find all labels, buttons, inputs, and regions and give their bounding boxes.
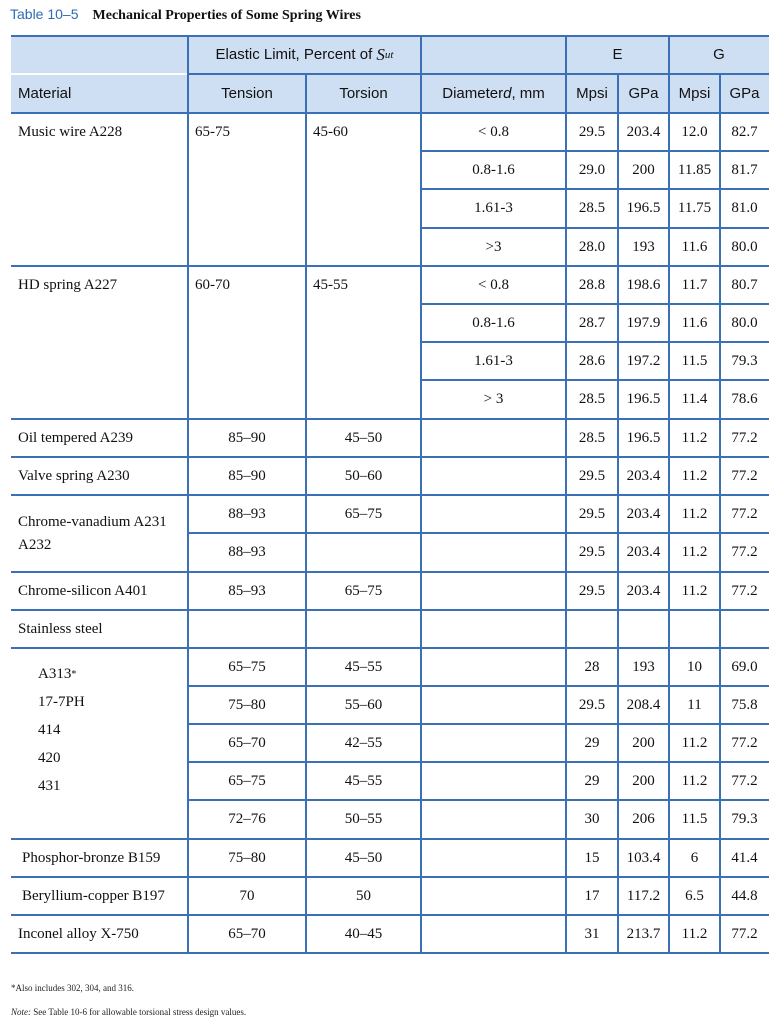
table-title: Mechanical Properties of Some Spring Wires (92, 8, 361, 23)
cell-e-mpsi: 29.0 (578, 161, 606, 178)
cell-g-gpa: 69.0 (731, 658, 758, 675)
cell-e-mpsi: 17 (584, 887, 600, 904)
cell-e-mpsi: 28 (584, 658, 600, 675)
cell-e-gpa (618, 611, 669, 647)
cell-tension: 85–90 (228, 429, 266, 446)
cell-g-mpsi: 11.5 (681, 352, 708, 369)
cell-g-mpsi: 11.2 (681, 429, 708, 446)
cell-e-mpsi: 28.5 (578, 390, 606, 407)
cell-g-gpa: 77.2 (731, 543, 758, 560)
cell-diameter (421, 725, 566, 761)
grid-vline (305, 74, 307, 953)
cell-torsion: 40–45 (344, 925, 383, 942)
cell-tension: 88–93 (228, 505, 266, 522)
cell-g-gpa: 77.2 (731, 582, 758, 599)
cell-e-mpsi: 29.5 (578, 543, 606, 560)
cell-diameter: >3 (485, 238, 502, 255)
cell-g-gpa: 81.7 (731, 161, 758, 178)
cell-diameter (421, 496, 566, 532)
header-material: Material (18, 85, 72, 102)
cell-e-gpa: 200 (632, 161, 655, 178)
header-torsion: Torsion (339, 85, 388, 102)
cell-g-gpa: 80.7 (731, 276, 758, 293)
cell-torsion: 45–55 (344, 772, 383, 789)
material-420: 420 (38, 749, 61, 766)
grid-hline (421, 379, 769, 381)
cell-diameter: 1.61-3 (474, 352, 513, 369)
material-valve-spring: Valve spring A230 (18, 467, 130, 484)
cell-e-gpa: 197.2 (626, 352, 661, 369)
hd-spring-torsion: 45-55 (313, 276, 348, 293)
cell-diameter (421, 420, 566, 456)
cell-diameter (421, 649, 566, 685)
cell-e-gpa: 196.5 (626, 199, 661, 216)
cell-diameter: 0.8-1.6 (472, 314, 515, 331)
music-wire-tension: 65-75 (195, 123, 230, 140)
cell-g-gpa: 78.6 (731, 390, 758, 407)
material-oil-tempered: Oil tempered A239 (18, 429, 133, 446)
cell-e-gpa: 213.7 (626, 925, 661, 942)
cell-torsion (306, 114, 421, 150)
cell-torsion (306, 190, 421, 226)
cell-e-mpsi: 29.5 (578, 123, 606, 140)
cell-tension: 65–75 (228, 772, 266, 789)
grid-vline (668, 36, 670, 953)
cell-tension: 65–70 (228, 925, 266, 942)
cell-e-mpsi: 30 (584, 810, 600, 827)
cell-g-mpsi: 11.2 (681, 543, 708, 560)
grid-hline (421, 303, 769, 305)
cell-tension: 65–75 (228, 658, 266, 675)
cell-torsion: 45–55 (344, 658, 383, 675)
cell-torsion: 50–60 (344, 467, 383, 484)
grid-hline (11, 571, 769, 573)
cell-g-mpsi: 12.0 (681, 123, 708, 140)
cell-g-gpa: 79.3 (731, 810, 758, 827)
cell-tension: 75–80 (228, 849, 266, 866)
header-e: E (612, 46, 623, 63)
cell-tension: 72–76 (228, 810, 266, 827)
header-elastic-limit: Elastic Limit, Percent of S ut (215, 44, 394, 64)
cell-diameter (421, 801, 566, 837)
cell-e-gpa: 203.4 (626, 543, 661, 560)
cell-tension (188, 267, 306, 303)
cell-tension: 75–80 (228, 696, 266, 713)
cell-e-gpa: 193 (632, 658, 655, 675)
cell-g-gpa: 79.3 (731, 352, 758, 369)
header-diameter: Diameter d , mm (442, 85, 545, 102)
cell-e-mpsi: 29 (584, 734, 600, 751)
cell-e-gpa: 203.4 (626, 505, 661, 522)
cell-torsion (306, 229, 421, 265)
header-g-mpsi: Mpsi (678, 85, 711, 102)
cell-e-mpsi: 28.7 (578, 314, 606, 331)
grid-hline (188, 723, 769, 725)
cell-g-gpa: 77.2 (731, 925, 758, 942)
cell-e-gpa: 200 (632, 772, 655, 789)
material-hd-spring: HD spring A227 (18, 276, 118, 293)
cell-g-mpsi: 11.2 (681, 925, 708, 942)
cell-e-gpa: 200 (632, 734, 655, 751)
header-g: G (713, 46, 725, 63)
cell-diameter: > 3 (483, 390, 504, 407)
cell-tension (188, 305, 306, 341)
cell-torsion (306, 305, 421, 341)
cell-g-mpsi: 10 (687, 658, 702, 675)
cell-g-gpa: 77.2 (731, 429, 758, 446)
header-e-mpsi: Mpsi (576, 85, 608, 102)
cell-e-mpsi: 15 (584, 849, 600, 866)
cell-e-gpa: 208.4 (626, 696, 661, 713)
cell-torsion: 45–50 (344, 429, 383, 446)
cell-e-mpsi: 28.0 (578, 238, 606, 255)
cell-g-gpa: 75.8 (731, 696, 758, 713)
cell-g-mpsi: 11.7 (681, 276, 708, 293)
cell-g-gpa: 80.0 (731, 238, 758, 255)
cell-torsion: 50 (356, 887, 371, 904)
grid-hline (188, 532, 769, 534)
cell-e-gpa: 203.4 (626, 582, 661, 599)
cell-diameter (421, 840, 566, 876)
grid-vline (187, 36, 189, 953)
grid-hline (11, 456, 769, 458)
cell-torsion: 65–75 (344, 505, 383, 522)
cell-torsion (306, 381, 421, 417)
cell-e-mpsi: 29.5 (578, 696, 606, 713)
cell-g-gpa: 81.0 (731, 199, 758, 216)
cell-torsion: 65–75 (344, 582, 383, 599)
header-e-gpa: GPa (628, 85, 659, 102)
cell-g-mpsi: 6.5 (685, 887, 704, 904)
grid-hline (188, 799, 769, 801)
cell-e-gpa: 117.2 (626, 887, 661, 904)
material-stainless: Stainless steel (18, 620, 103, 637)
grid-hline (188, 73, 769, 75)
grid-hline (11, 418, 769, 420)
material-chrome-vanadium-a231: Chrome-vanadium A231 (18, 513, 167, 530)
cell-e-gpa: 206 (632, 810, 655, 827)
cell-tension (188, 229, 306, 265)
cell-diameter: < 0.8 (478, 276, 509, 293)
cell-torsion: 45–50 (344, 849, 383, 866)
cell-g-mpsi: 11.2 (681, 772, 708, 789)
hd-spring-tension: 60-70 (195, 276, 230, 293)
material-chrome-vanadium-a232: A232 (18, 536, 52, 553)
cell-torsion: 42–55 (344, 734, 383, 751)
cell-g-gpa: 77.2 (731, 772, 758, 789)
material-a313: A313 * (38, 665, 77, 682)
cell-e-gpa: 196.5 (626, 429, 661, 446)
cell-g-mpsi: 6 (690, 849, 699, 866)
grid-hline (188, 761, 769, 763)
grid-hline (11, 876, 769, 878)
cell-tension (188, 114, 306, 150)
grid-hline (421, 188, 769, 190)
grid-vline (719, 74, 721, 953)
cell-e-gpa: 193 (632, 238, 655, 255)
grid-vline (565, 36, 567, 953)
cell-tension: 85–90 (228, 467, 266, 484)
cell-diameter (421, 573, 566, 609)
grid-hline (11, 952, 769, 954)
cell-g-gpa (720, 611, 769, 647)
cell-e-mpsi: 28.5 (578, 199, 606, 216)
cell-torsion (306, 267, 421, 303)
footnote-note: Note: See Table 10-6 for allowable torsional stress design values. (11, 1007, 247, 1017)
cell-torsion (306, 152, 421, 188)
cell-torsion (306, 611, 421, 647)
cell-tension (188, 343, 306, 379)
cell-diameter (421, 878, 566, 914)
cell-g-mpsi: 11.5 (681, 810, 708, 827)
grid-hline (11, 609, 769, 611)
cell-g-mpsi (669, 611, 720, 647)
footnote-asterisk: *Also includes 302, 304, and 316. (11, 983, 134, 993)
cell-diameter (421, 763, 566, 799)
material-phosphor-bronze: Phosphor-bronze B159 (22, 849, 161, 866)
material-beryllium-copper: Beryllium-copper B197 (22, 887, 165, 904)
cell-e-mpsi: 31 (584, 925, 600, 942)
grid-hline (11, 494, 769, 496)
cell-diameter: 1.61-3 (474, 199, 513, 216)
cell-e-gpa: 197.9 (626, 314, 661, 331)
cell-diameter (421, 916, 566, 952)
cell-e-gpa: 198.6 (626, 276, 661, 293)
header-g-gpa: GPa (729, 85, 760, 102)
material-chrome-silicon: Chrome-silicon A401 (18, 582, 148, 599)
header-tension: Tension (221, 85, 273, 102)
cell-g-mpsi: 11.2 (681, 582, 708, 599)
grid-hline (11, 838, 769, 840)
table-number: Table 10–5 (10, 6, 79, 22)
grid-hline (11, 112, 769, 114)
grid-hline (421, 341, 769, 343)
cell-e-mpsi (566, 611, 618, 647)
grid-hline (11, 265, 769, 267)
cell-diameter: < 0.8 (478, 123, 509, 140)
material-414: 414 (38, 721, 61, 738)
grid-hline (188, 685, 769, 687)
cell-e-mpsi: 28.6 (578, 352, 606, 369)
grid-vline (420, 36, 422, 953)
cell-g-gpa: 77.2 (731, 734, 758, 751)
cell-torsion (306, 534, 421, 570)
cell-tension (188, 190, 306, 226)
cell-tension: 65–70 (228, 734, 266, 751)
material-17-7ph: 17-7PH (38, 693, 85, 710)
cell-g-gpa: 77.2 (731, 505, 758, 522)
cell-e-gpa: 103.4 (626, 849, 661, 866)
cell-g-gpa: 44.8 (731, 887, 758, 904)
cell-tension: 70 (239, 887, 255, 904)
cell-diameter (421, 611, 566, 647)
table-caption (10, 6, 361, 26)
cell-diameter (421, 534, 566, 570)
cell-e-mpsi: 29.5 (578, 467, 606, 484)
cell-e-mpsi: 28.5 (578, 429, 606, 446)
cell-tension: 85–93 (228, 582, 266, 599)
cell-g-mpsi: 11 (687, 696, 702, 713)
material-431: 431 (38, 777, 61, 794)
cell-torsion (306, 343, 421, 379)
cell-g-mpsi: 11.2 (681, 734, 708, 751)
cell-g-mpsi: 11.75 (677, 199, 712, 216)
grid-hline (11, 647, 769, 649)
cell-tension (188, 381, 306, 417)
cell-g-mpsi: 11.4 (681, 390, 708, 407)
cell-tension (188, 611, 306, 647)
cell-e-gpa: 203.4 (626, 467, 661, 484)
cell-g-mpsi: 11.85 (677, 161, 712, 178)
cell-tension: 88–93 (228, 543, 266, 560)
cell-e-mpsi: 29 (584, 772, 600, 789)
cell-tension (188, 152, 306, 188)
cell-g-gpa: 82.7 (731, 123, 758, 140)
cell-g-gpa: 77.2 (731, 467, 758, 484)
cell-g-gpa: 41.4 (731, 849, 758, 866)
cell-g-mpsi: 11.2 (681, 505, 708, 522)
material-inconel: Inconel alloy X-750 (18, 925, 139, 942)
cell-e-mpsi: 29.5 (578, 582, 606, 599)
grid-vline (617, 74, 619, 953)
cell-g-gpa: 80.0 (731, 314, 758, 331)
cell-torsion: 50–55 (344, 810, 383, 827)
cell-e-mpsi: 29.5 (578, 505, 606, 522)
cell-g-mpsi: 11.6 (681, 314, 708, 331)
grid-hline (11, 914, 769, 916)
cell-g-mpsi: 11.2 (681, 467, 708, 484)
cell-diameter (421, 458, 566, 494)
material-music-wire: Music wire A228 (18, 123, 123, 140)
grid-hline (11, 35, 769, 37)
grid-hline (421, 227, 769, 229)
cell-e-mpsi: 28.8 (578, 276, 606, 293)
cell-g-mpsi: 11.6 (681, 238, 708, 255)
grid-hline (421, 150, 769, 152)
cell-e-gpa: 196.5 (626, 390, 661, 407)
cell-e-gpa: 203.4 (626, 123, 661, 140)
cell-diameter: 0.8-1.6 (472, 161, 515, 178)
cell-diameter (421, 687, 566, 723)
cell-torsion: 55–60 (344, 696, 383, 713)
music-wire-torsion: 45-60 (313, 123, 348, 140)
